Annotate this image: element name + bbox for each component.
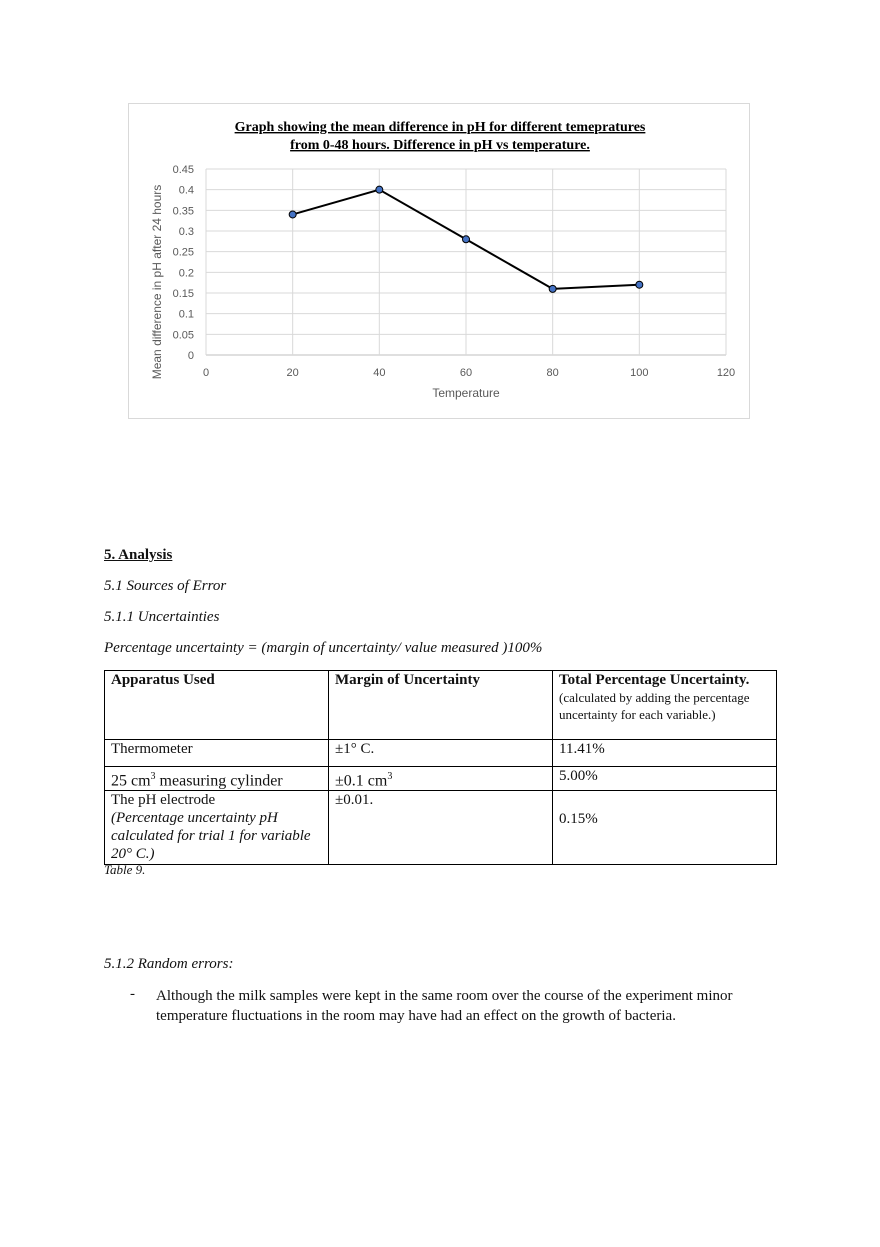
table-row bbox=[105, 791, 777, 865]
data-point bbox=[549, 285, 556, 292]
y-tick-label: 0.25 bbox=[172, 246, 194, 259]
y-tick-label: 0 bbox=[187, 350, 194, 362]
section-heading: 5. Analysis bbox=[104, 547, 173, 563]
cell-apparatus: The pH electrode (Percentage uncertainty pH calculated for trial 1 for variable 20° C.) bbox=[105, 791, 329, 865]
x-tick-label: 0 bbox=[202, 367, 210, 379]
data-point bbox=[289, 211, 296, 218]
subsection-sources-of-error: 5.1 Sources of Error bbox=[104, 578, 227, 594]
y-tick-label: 0.2 bbox=[178, 267, 194, 280]
y-tick-label: 0.1 bbox=[178, 308, 194, 321]
x-tick-label: 60 bbox=[459, 367, 473, 379]
cell-note: (Percentage uncertainty pH calculated for trial 1 for variable 20° C.) bbox=[111, 810, 311, 863]
data-point bbox=[636, 281, 643, 288]
x-tick-label: 40 bbox=[373, 367, 386, 379]
header-margin: Margin of Uncertainty bbox=[329, 671, 553, 740]
y-tick-label: 0.15 bbox=[172, 288, 194, 300]
y-tick-label: 0.35 bbox=[172, 205, 194, 218]
table-caption: Table 9. bbox=[104, 862, 146, 877]
data-point bbox=[463, 236, 470, 243]
cell-total: 5.00% bbox=[553, 767, 777, 791]
y-axis-label: Mean difference in pH after 24 hours bbox=[150, 184, 164, 380]
cell-apparatus: 25 $cm^3$ measuring cylinder bbox=[105, 767, 329, 791]
x-tick-label: 20 bbox=[286, 367, 299, 379]
header-note: (calculated by adding the percentage uncertainty for each variable.) bbox=[559, 690, 750, 722]
uncertainty-formula: Percentage uncertainty = (margin of uncertainty/ value measured )100% bbox=[104, 640, 543, 656]
chart-container bbox=[128, 103, 750, 419]
cell-margin: ±0.01. bbox=[329, 791, 553, 865]
y-tick-label: 0.05 bbox=[172, 329, 194, 342]
header-total: Total Percentage Uncertainty. (calculated by adding the percentage uncertainty for each variable.) bbox=[553, 671, 777, 740]
x-tick-label: 80 bbox=[546, 367, 559, 379]
cell-apparatus: Thermometer bbox=[105, 740, 329, 767]
cell-total: 11.41% bbox=[553, 740, 777, 767]
x-axis-label: Temperature bbox=[432, 386, 500, 400]
header-apparatus: Apparatus Used bbox=[105, 671, 329, 740]
chart-title-line: from 0-48 hours. Difference in pH vs temperature. bbox=[290, 138, 590, 153]
y-tick-label: 0.3 bbox=[178, 226, 194, 238]
cell-total: 0.15% bbox=[553, 791, 777, 865]
bullet-text: Although the milk samples were kept in the same room over the course of the experiment minor temperature fluctuations in the room may have had an effect on the growth of bacteria. bbox=[156, 988, 733, 1024]
data-point bbox=[376, 186, 383, 193]
table-row bbox=[105, 740, 777, 767]
y-tick-label: 0.4 bbox=[178, 184, 194, 197]
cell-margin: ±0.1 $cm^3$ bbox=[329, 767, 553, 791]
x-tick-label: 100 bbox=[630, 367, 649, 379]
uncertainty-table bbox=[104, 670, 777, 865]
table-row bbox=[105, 767, 777, 791]
bullet-dash: - bbox=[130, 986, 135, 1002]
table-header-row bbox=[105, 671, 777, 740]
cell-margin: ±1° C. bbox=[329, 740, 553, 767]
x-tick-label: 120 bbox=[716, 367, 736, 379]
line-chart bbox=[129, 104, 751, 420]
subsection-random-errors: 5.1.2 Random errors: bbox=[104, 956, 234, 972]
subsection-uncertainties: 5.1.1 Uncertainties bbox=[104, 609, 220, 625]
chart-title-line: Graph showing the mean difference in pH for different temepratures bbox=[234, 120, 646, 135]
y-tick-label: 0.45 bbox=[172, 164, 194, 176]
